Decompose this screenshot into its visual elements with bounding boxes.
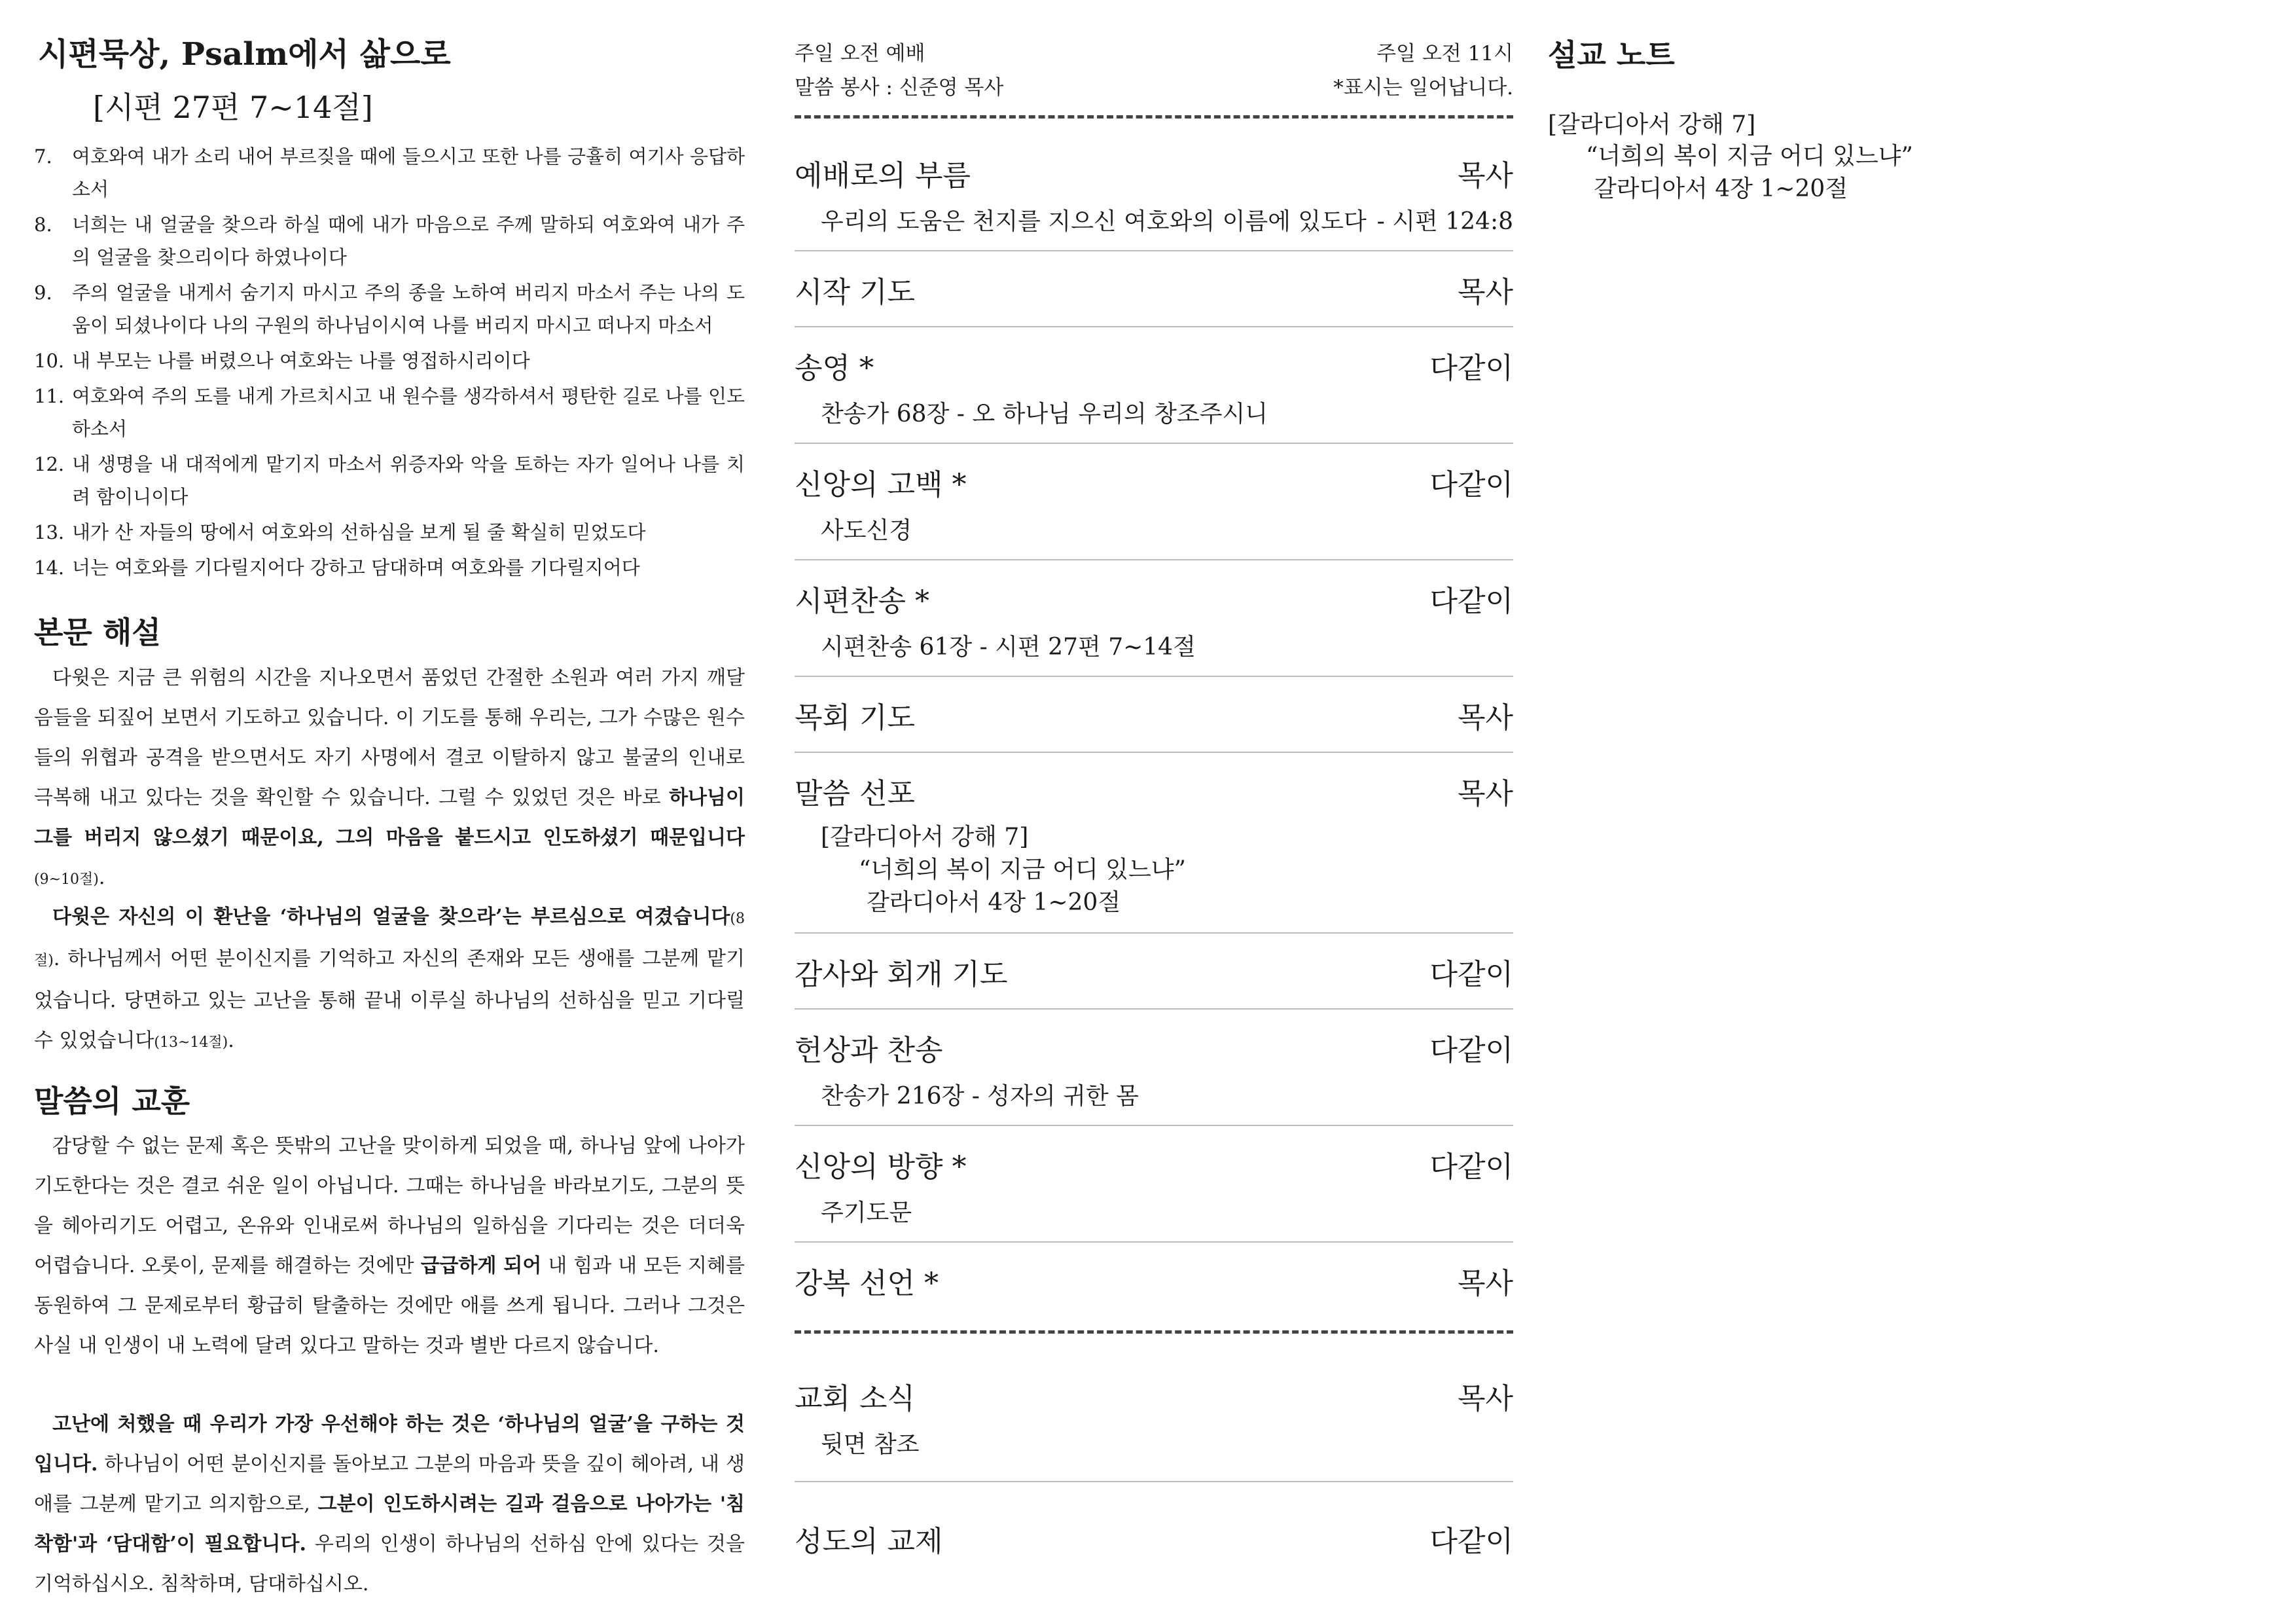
service-name: 주일 오전 예배 bbox=[795, 42, 925, 65]
order-role: 다같이 bbox=[1429, 958, 1513, 991]
verse-number: 10. bbox=[34, 350, 65, 372]
verse-number: 12. bbox=[34, 453, 65, 475]
order-role: 목사 bbox=[1457, 701, 1513, 735]
order-role: 다같이 bbox=[1429, 352, 1513, 385]
divider bbox=[795, 676, 1513, 677]
order-detail: 시편찬송 61장 - 시편 27편 7~14절 bbox=[821, 634, 1196, 661]
order-detail: 주기도문 bbox=[821, 1199, 912, 1226]
verse-number: 9. bbox=[34, 282, 52, 304]
verse-number: 14. bbox=[34, 556, 65, 579]
divider bbox=[795, 326, 1513, 327]
verse-text: 내 생명을 내 대적에게 맡기지 마소서 위증자와 악을 토하는 자가 일어나 나를 치려 함이니이다 bbox=[72, 453, 745, 508]
dashed-divider bbox=[795, 115, 1513, 119]
order-item-offering bbox=[795, 1027, 1513, 1111]
commentary-text: 다윗은 지금 큰 위험의 시간을 지나오면서 품었던 간절한 소원과 여러 가지 깨달음들을 되짚어 보면서 기도하고 있습니다. 이 기도를 통해 우리는, 그가 수많은 원수들의 위협과 공격을 받으면서도 자기 사명에서 결코 이탈하지 않고 불굴의 인내로 극복해 내고 있다는 것을 확인할 수 있습니다. 그럴 수 있었던 것은 바로 bbox=[34, 666, 745, 809]
divider bbox=[795, 1008, 1513, 1010]
order-item-psalm-hymn bbox=[795, 577, 1513, 662]
commentary-paragraph-2 bbox=[34, 897, 745, 1063]
lesson-emphasis: 급급하게 되어 bbox=[420, 1254, 542, 1277]
verse-item bbox=[34, 551, 745, 584]
verse-text: 내 부모는 나를 버렸으나 여호와는 나를 영접하시리이다 bbox=[72, 350, 530, 372]
divider bbox=[795, 1125, 1513, 1126]
lesson-text: 내 힘과 내 모든 지혜를 동원하여 그 문제로부터 황급히 탈출하는 것에만 애를 쓰게 됩니다. 그러나 그것은 사실 내 인생이 내 노력에 달려 있다고 말하는 것과 별반 다르지 않습니다. bbox=[34, 1254, 745, 1357]
order-title: 신앙의 방향 * bbox=[795, 1150, 967, 1184]
verse-text: 여호와여 내가 소리 내어 부르짖을 때에 들으시고 또한 나를 긍휼히 여기사 응답하소서 bbox=[72, 145, 745, 200]
order-item-benediction bbox=[795, 1260, 1513, 1302]
order-item-opening-prayer bbox=[795, 268, 1513, 310]
verse-text: 여호와여 주의 도를 내게 가르치시고 내 원수를 생각하셔서 평탄한 길로 나를 인도하소서 bbox=[72, 385, 745, 440]
sermon-notes-heading: 설교 노트 bbox=[1548, 37, 1675, 73]
verse-text: 너는 여호와를 기다릴지어다 강하고 담대하며 여호와를 기다릴지어다 bbox=[72, 556, 640, 579]
divider bbox=[795, 443, 1513, 444]
lesson-paragraph-2 bbox=[34, 1404, 745, 1604]
order-title: 목회 기도 bbox=[795, 701, 916, 735]
lesson-heading: 말씀의 교훈 bbox=[34, 1084, 190, 1119]
order-detail: 찬송가 68장 - 오 하나님 우리의 창조주시니 bbox=[821, 401, 1268, 428]
order-title: 송영 * bbox=[795, 352, 874, 385]
psalm-reference: [시편 27편 7~14절] bbox=[93, 90, 373, 125]
order-item-doxology bbox=[795, 344, 1513, 429]
commentary-text: . bbox=[228, 1029, 234, 1052]
divider bbox=[795, 1241, 1513, 1243]
order-title: 감사와 회개 기도 bbox=[795, 958, 1008, 991]
order-item-pastoral-prayer bbox=[795, 694, 1513, 736]
order-role: 목사 bbox=[1457, 159, 1513, 192]
order-role: 목사 bbox=[1457, 1267, 1513, 1300]
divider bbox=[795, 932, 1513, 934]
order-detail: 찬송가 216장 - 성자의 귀한 몸 bbox=[821, 1083, 1139, 1110]
order-title: 말씀 선포 bbox=[795, 777, 916, 811]
lesson-text: 우리의 인생이 하나님의 선하심 안에 있다는 것을 기억하십시오. 침착하며, 담대하십시오. bbox=[34, 1533, 745, 1596]
verse-ref: (13~14절) bbox=[154, 1034, 228, 1051]
verse-text: 너희는 내 얼굴을 찾으라 하실 때에 내가 마음으로 주께 말하되 여호와여 내가 주의 얼굴을 찾으리이다 하였나이다 bbox=[72, 213, 745, 268]
sermon-series: [갈라디아서 강해 7] bbox=[821, 824, 1029, 850]
verse-list bbox=[34, 140, 745, 587]
verse-number: 11. bbox=[34, 385, 65, 407]
lesson-emphasis: 그분이 인도하시려는 길과 걸음으로 나아가는 '침착함'과 ‘담대함’이 필요합니다. bbox=[34, 1493, 745, 1556]
verse-item bbox=[34, 208, 745, 274]
divider bbox=[795, 559, 1513, 560]
order-title: 강복 선언 * bbox=[795, 1267, 939, 1300]
order-item-announcements bbox=[795, 1375, 1513, 1459]
dashed-divider bbox=[795, 1330, 1513, 1334]
order-role: 다같이 bbox=[1429, 1150, 1513, 1184]
verse-number: 13. bbox=[34, 521, 65, 543]
divider bbox=[795, 250, 1513, 251]
verse-ref: (9~10절) bbox=[34, 871, 99, 888]
lesson-paragraph-1 bbox=[34, 1126, 745, 1366]
order-title: 시편찬송 * bbox=[795, 585, 930, 618]
verse-item bbox=[34, 344, 745, 377]
order-role: 다같이 bbox=[1429, 1525, 1513, 1558]
verse-item bbox=[34, 380, 745, 445]
order-title: 헌상과 찬송 bbox=[795, 1034, 943, 1067]
order-role: 다같이 bbox=[1429, 468, 1513, 501]
verse-item bbox=[34, 516, 745, 549]
verse-text: 내가 산 자들의 땅에서 여호와의 선하심을 보게 될 줄 확실히 믿었도다 bbox=[72, 521, 646, 543]
sermon-title: “너희의 복이 지금 어디 있느냐” bbox=[859, 856, 1186, 883]
order-title: 신앙의 고백 * bbox=[795, 468, 967, 501]
sermon-passage: 갈라디아서 4장 1~20절 bbox=[867, 889, 1121, 916]
order-detail: 사도신경 bbox=[821, 517, 912, 544]
psalm-title: 시편묵상, Psalm에서 삶으로 bbox=[38, 36, 451, 73]
notes-series: [갈라디아서 강해 7] bbox=[1548, 111, 1756, 138]
preacher-info: 말씀 봉사 : 신준영 목사 bbox=[795, 76, 1004, 100]
commentary-emphasis: 하나님이 그를 버리지 않으셨기 때문이요, 그의 마음을 붙드시고 인도하셨기 때문입니다 bbox=[34, 786, 745, 849]
order-role: 목사 bbox=[1457, 777, 1513, 811]
order-item-sermon bbox=[795, 770, 1513, 919]
lesson-text: 감당할 수 없는 문제 혹은 뜻밖의 고난을 맞이하게 되었을 때, 하나님 앞에 나아가 기도한다는 것은 결코 쉬운 일이 아닙니다. 그때는 하나님을 바라보기도, 그분의 뜻을 헤아리기도 어렵고, 온유와 인내로써 하나님의 일하심을 기다리는 것은 더더욱 어렵습니다. 오롯이, 문제를 해결하는 것에만 bbox=[34, 1135, 745, 1277]
order-item-confession bbox=[795, 461, 1513, 545]
verse-item bbox=[34, 448, 745, 513]
notes-passage: 갈라디아서 4장 1~20절 bbox=[1594, 175, 1848, 202]
order-title: 성도의 교제 bbox=[795, 1525, 943, 1558]
order-item-call-to-worship bbox=[795, 152, 1513, 236]
divider bbox=[795, 752, 1513, 753]
commentary-text: . bbox=[98, 866, 105, 889]
commentary-emphasis: 다윗은 자신의 이 환난을 ‘하나님의 얼굴을 찾으라’는 부르심으로 여겼습니다 bbox=[52, 905, 730, 928]
order-item-fellowship bbox=[795, 1518, 1513, 1559]
order-role: 다같이 bbox=[1429, 585, 1513, 618]
order-detail: 뒷면 참조 bbox=[821, 1431, 920, 1458]
verse-number: 7. bbox=[34, 145, 52, 168]
commentary-text: . 하나님께서 어떤 분이신지를 기억하고 자신의 존재와 모든 생애를 그분께 맡기었습니다. 당면하고 있는 고난을 통해 끝내 이루실 하나님의 선하심을 믿고 기다릴 수 있었습니다 bbox=[34, 947, 745, 1052]
verse-number: 8. bbox=[34, 213, 52, 236]
order-role: 목사 bbox=[1457, 276, 1513, 309]
order-detail-ref: - 시편 124:8 bbox=[1376, 208, 1513, 235]
divider bbox=[795, 1481, 1513, 1482]
stand-note: *표시는 일어납니다. bbox=[1333, 76, 1513, 100]
order-role: 다같이 bbox=[1429, 1034, 1513, 1067]
verse-text: 주의 얼굴을 내게서 숨기지 마시고 주의 종을 노하여 버리지 마소서 주는 나의 도움이 되셨나이다 나의 구원의 하나님이시여 나를 버리지 마시고 떠나지 마소서 bbox=[72, 282, 745, 337]
verse-item bbox=[34, 140, 745, 206]
order-detail: 우리의 도움은 천지를 지으신 여호와의 이름에 있도다 bbox=[821, 208, 1367, 235]
commentary-paragraph-1 bbox=[34, 658, 745, 900]
notes-title: “너희의 복이 지금 어디 있느냐” bbox=[1586, 143, 1913, 170]
order-role: 목사 bbox=[1457, 1382, 1513, 1415]
order-title: 시작 기도 bbox=[795, 276, 916, 309]
order-item-thanks-repentance bbox=[795, 951, 1513, 993]
order-item-lords-prayer bbox=[795, 1143, 1513, 1228]
verse-ref: (8절) bbox=[34, 911, 745, 969]
service-time: 주일 오전 11시 bbox=[1376, 42, 1513, 65]
lesson-text: 하나님이 어떤 분이신지를 돌아보고 그분의 마음과 뜻을 깊이 헤아려, 내 생애를 그분께 맡기고 의지함으로, bbox=[34, 1453, 745, 1516]
order-title: 예배로의 부름 bbox=[795, 159, 971, 192]
order-title: 교회 소식 bbox=[795, 1382, 916, 1415]
commentary-heading: 본문 해설 bbox=[34, 615, 161, 650]
lesson-emphasis: 고난에 처했을 때 우리가 가장 우선해야 하는 것은 ‘하나님의 얼굴’을 구하는 것입니다. bbox=[34, 1413, 745, 1476]
verse-item bbox=[34, 276, 745, 342]
